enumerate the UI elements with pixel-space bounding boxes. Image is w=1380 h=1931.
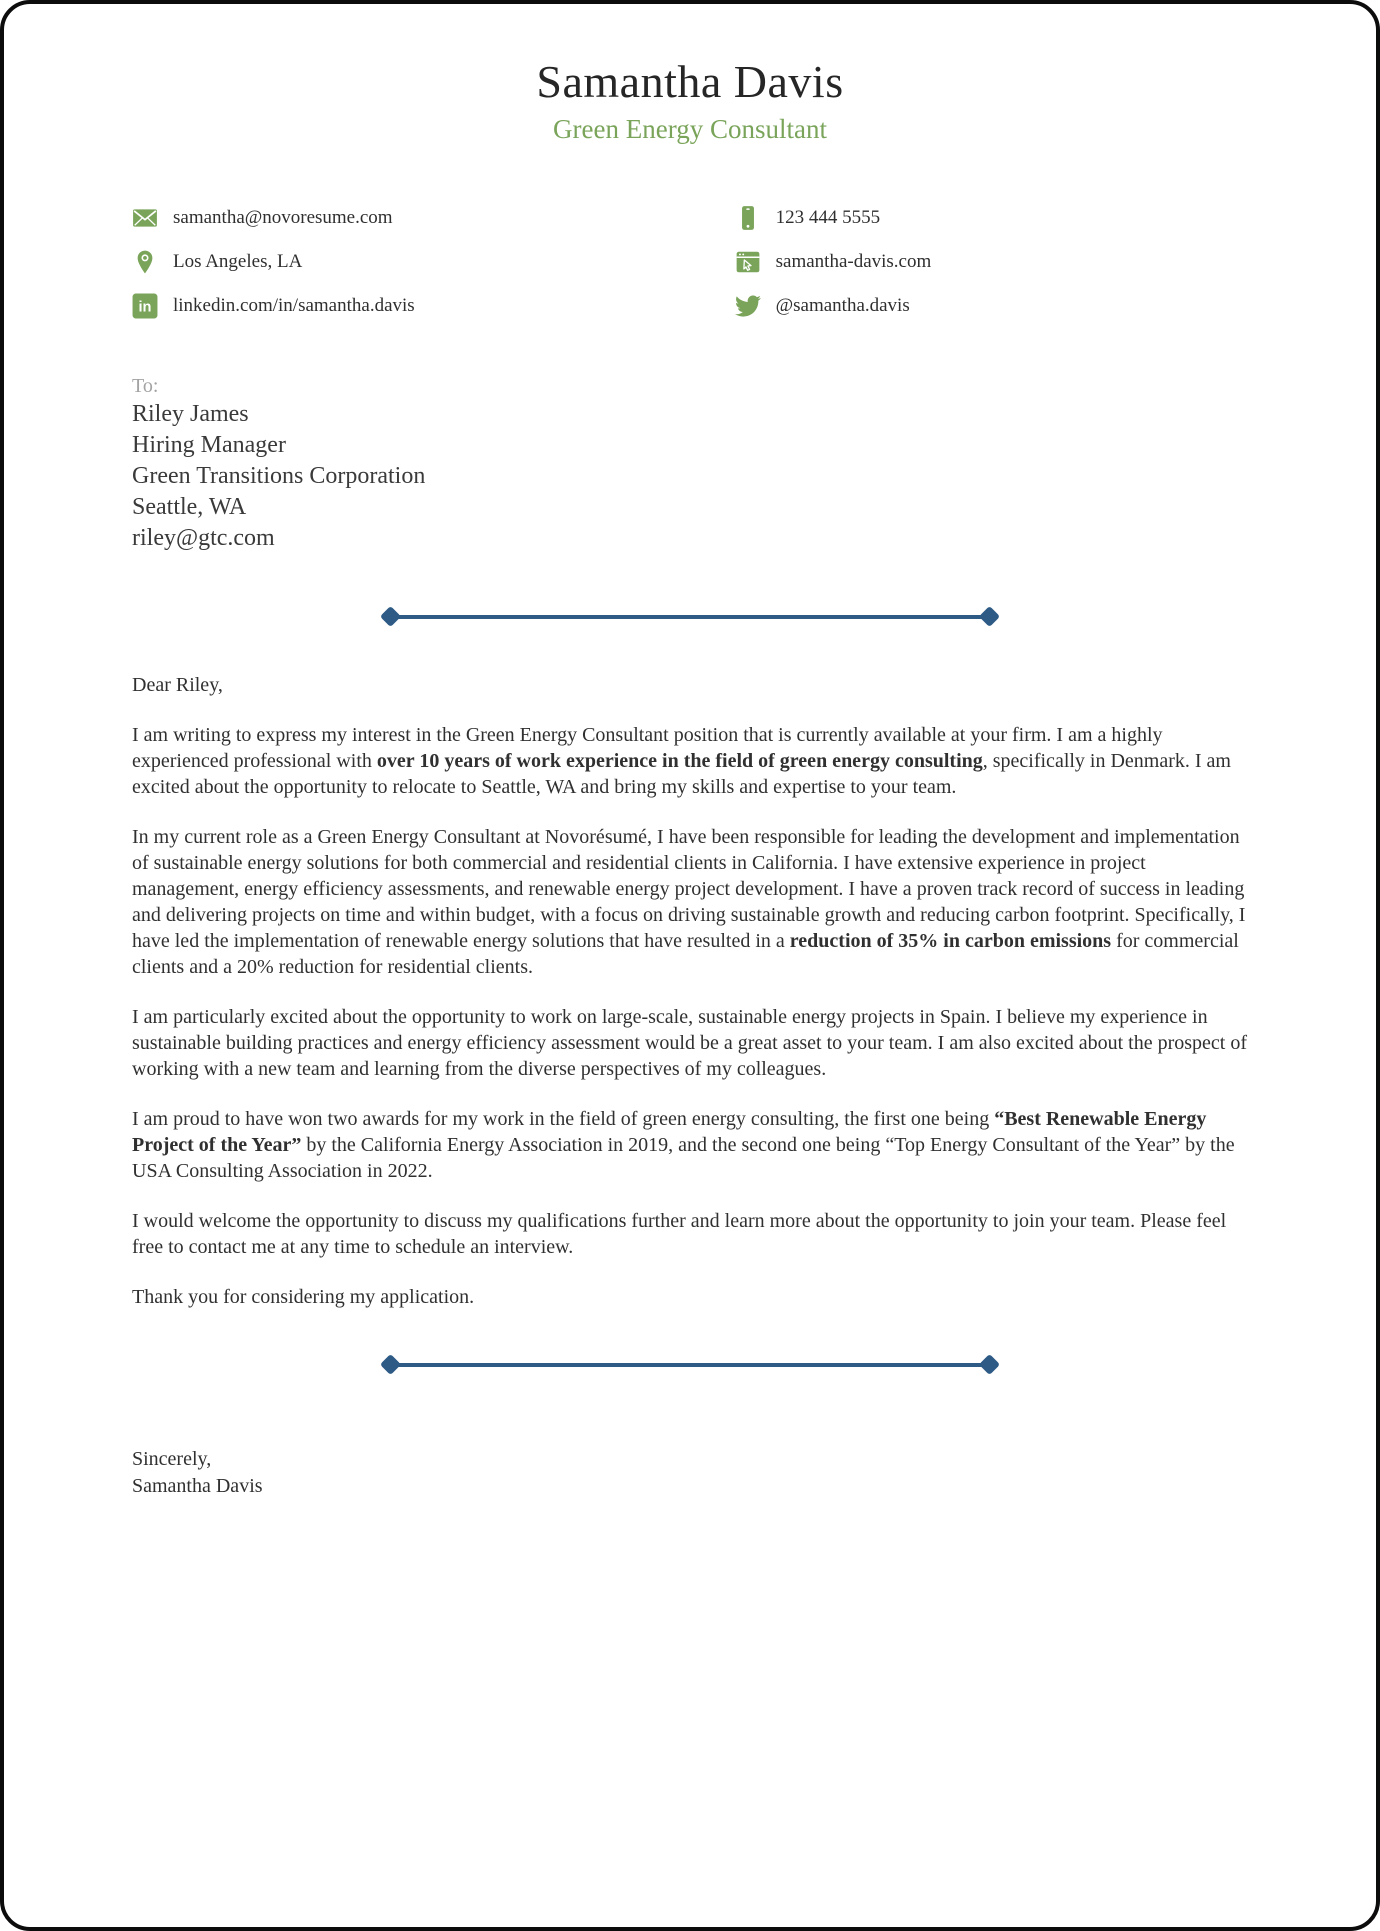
candidate-job-title: Green Energy Consultant — [553, 113, 827, 144]
to-label: To: — [132, 374, 159, 397]
diamond-right-icon — [979, 1354, 1000, 1375]
recipient-email: riley@gtc.com — [132, 524, 275, 551]
divider-top — [132, 608, 1248, 626]
paragraph-3 — [132, 1004, 1248, 1082]
contact-email — [132, 205, 735, 231]
signature-block — [132, 1446, 1248, 1500]
candidate-name: Samantha Davis — [536, 56, 844, 107]
diamond-left-icon — [380, 1354, 401, 1375]
paragraph-text: I am writing to express my interest in the Green Energy Consultant position that is currently available at your firm. I am a highly experienced professional with — [132, 723, 1163, 772]
phone-icon — [735, 205, 761, 231]
greeting: Dear Riley, — [132, 673, 223, 696]
letter-header — [132, 4, 1248, 145]
contact-phone-text: 123 444 5555 — [775, 206, 881, 228]
closing-word: Sincerely, — [132, 1447, 212, 1470]
diamond-right-icon — [979, 606, 1000, 627]
paragraph-text: by the California Energy Association in 2019, and the second one being “Top Energy Consultant of the Year” by the USA Consulting Association in 2022. — [132, 1133, 1235, 1182]
contact-website-text: samantha-davis.com — [775, 250, 932, 272]
paragraph-1 — [132, 722, 1248, 800]
signature-name: Samantha Davis — [132, 1474, 263, 1497]
recipient-block — [132, 373, 1248, 554]
paragraph-4 — [132, 1106, 1248, 1184]
paragraph-text: , specifically in Denmark. I am excited about the opportunity to relocate to Seattle, WA and bring my skills and expertise to your team. — [132, 749, 1231, 798]
browser-icon — [735, 249, 761, 275]
contact-phone — [735, 205, 1248, 231]
paragraph-text: Thank you for considering my application. — [132, 1285, 475, 1308]
contact-email-text: samantha@novoresume.com — [173, 206, 393, 228]
divider-line — [389, 1363, 991, 1367]
paragraph-text: I am proud to have won two awards for my work in the field of green energy consulting, the first one being — [132, 1107, 995, 1130]
svg-text:in: in — [138, 299, 152, 316]
paragraph-text: for commercial clients and a 20% reduction for residential clients. — [132, 929, 1239, 978]
contact-location — [132, 249, 735, 275]
paragraph-bold-text: reduction of 35% in carbon emissions — [789, 929, 1112, 952]
contact-linkedin-text: linkedin.com/in/samantha.davis — [173, 294, 415, 316]
recipient-location: Seattle, WA — [132, 493, 247, 520]
paragraph-bold-text: “Best Renewable Energy Project of the Year” — [132, 1107, 1207, 1156]
letter-body — [132, 672, 1248, 1310]
linkedin-icon — [132, 293, 158, 319]
paragraph-2 — [132, 824, 1248, 980]
paragraph-text: In my current role as a Green Energy Consultant at Novorésumé, I have been responsible for leading the development and implementation of sustainable energy solutions for both commercial and residential clients in California. I have extensive experience in project management, energy efficiency assessments, and renewable energy project development. I have a proven track record of success in leading and delivering projects on time and within budget, with a focus on driving sustainable growth and reducing carbon footprint. Specifically, I have led the implementation of renewable energy solutions that have resulted in a — [132, 825, 1246, 952]
paragraph-text: I am particularly excited about the opportunity to work on large-scale, sustainable energy projects in Spain. I believe my experience in sustainable building practices and energy efficiency assessment would be a great asset to your team. I am also excited about the prospect of working with a new team and learning from the diverse perspectives of my colleagues. — [132, 1005, 1248, 1080]
contact-location-text: Los Angeles, LA — [173, 250, 303, 272]
contact-twitter — [735, 293, 1248, 319]
paragraph-5 — [132, 1208, 1248, 1260]
paragraph-bold-text: over 10 years of work experience in the field of green energy consulting — [376, 749, 983, 772]
diamond-left-icon — [380, 606, 401, 627]
recipient-name: Riley James — [132, 400, 249, 427]
paragraph-text: I would welcome the opportunity to discuss my qualifications further and learn more about the opportunity to join your team. Please feel free to contact me at any time to schedule an interview. — [132, 1209, 1227, 1258]
divider-line — [389, 615, 991, 619]
divider-bottom — [132, 1356, 1248, 1374]
contact-info — [132, 205, 1248, 319]
contact-website — [735, 249, 1248, 275]
twitter-icon — [735, 293, 761, 319]
recipient-role: Hiring Manager — [132, 431, 286, 458]
recipient-company: Green Transitions Corporation — [132, 462, 426, 489]
email-icon — [132, 205, 158, 231]
paragraph-6 — [132, 1284, 1248, 1310]
location-pin-icon — [132, 249, 158, 275]
contact-twitter-text: @samantha.davis — [775, 294, 910, 316]
contact-linkedin — [132, 293, 735, 319]
